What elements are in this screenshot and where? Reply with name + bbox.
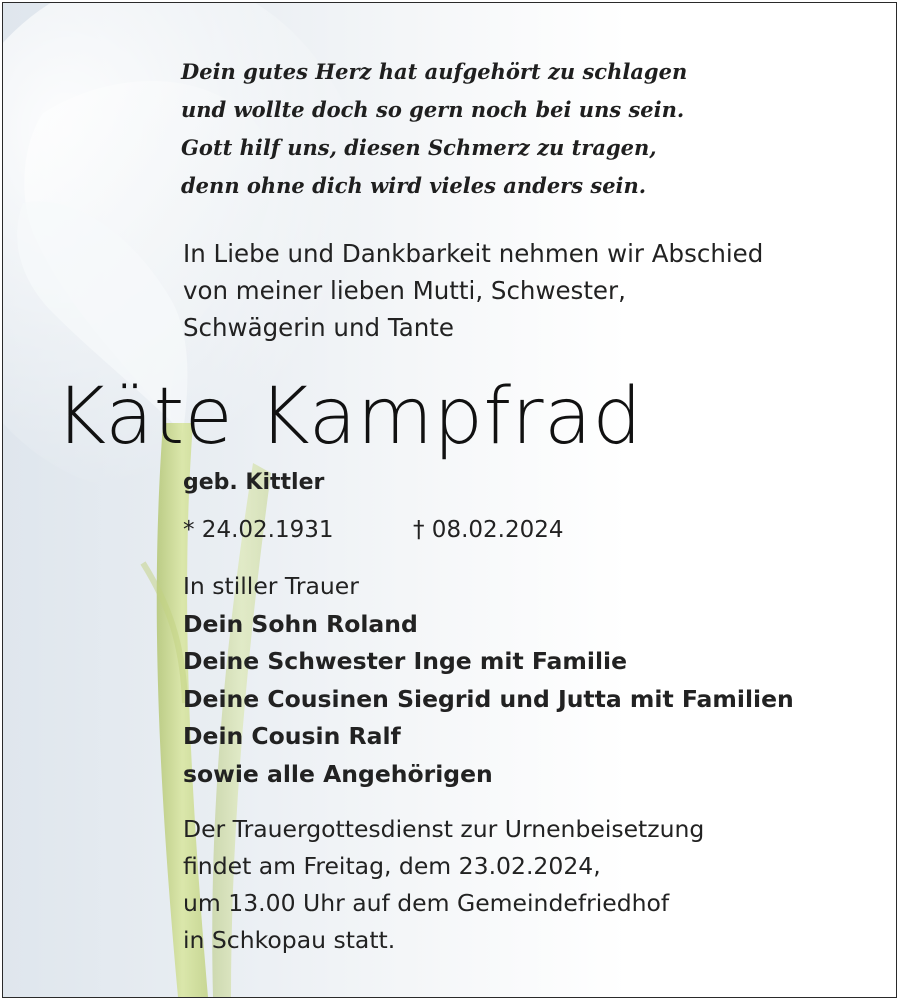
service-line: um 13.00 Uhr auf dem Gemeindefriedhof bbox=[183, 889, 670, 917]
birth-date: * 24.02.1931 bbox=[183, 517, 334, 543]
service-line: Der Trauergottesdienst zur Urnenbeisetzung bbox=[183, 815, 705, 843]
farewell-line: In Liebe und Dankbarkeit nehmen wir Abschied bbox=[183, 239, 764, 268]
poem-line: denn ohne dich wird vieles anders sein. bbox=[181, 173, 647, 198]
service-line: in Schkopau statt. bbox=[183, 926, 396, 954]
service-line: findet am Freitag, dem 23.02.2024, bbox=[183, 852, 601, 880]
mourners bbox=[183, 568, 883, 793]
mourner-entry: Dein Sohn Roland bbox=[183, 609, 418, 638]
mourner-entry: Dein Cousin Ralf bbox=[183, 722, 401, 750]
poem-line: Dein gutes Herz hat aufgehört zu schlagen bbox=[181, 59, 688, 84]
farewell-line: Schwägerin und Tante bbox=[183, 313, 454, 342]
mourners-lead: In stiller Trauer bbox=[183, 572, 359, 600]
farewell-text bbox=[183, 235, 883, 346]
obituary-notice bbox=[2, 2, 897, 998]
farewell-line: von meiner lieben Mutti, Schwester, bbox=[183, 276, 626, 305]
poem-line: Gott hilf uns, diesen Schmerz zu tragen, bbox=[181, 135, 657, 160]
mourner-entry: Deine Schwester Inge mit Familie bbox=[183, 647, 628, 675]
mourner-entry: sowie alle Angehörigen bbox=[183, 759, 493, 788]
deceased-name: Käte Kampfrad bbox=[55, 372, 643, 462]
poem bbox=[181, 53, 861, 205]
mourner-entry: Deine Cousinen Siegrid und Jutta mit Familien bbox=[183, 684, 794, 713]
death-date: † 08.02.2024 bbox=[413, 517, 564, 543]
poem-line: und wollte doch so gern noch bei uns sein. bbox=[181, 97, 685, 122]
funeral-service-info bbox=[183, 811, 883, 959]
maiden-name: geb. Kittler bbox=[183, 470, 325, 495]
